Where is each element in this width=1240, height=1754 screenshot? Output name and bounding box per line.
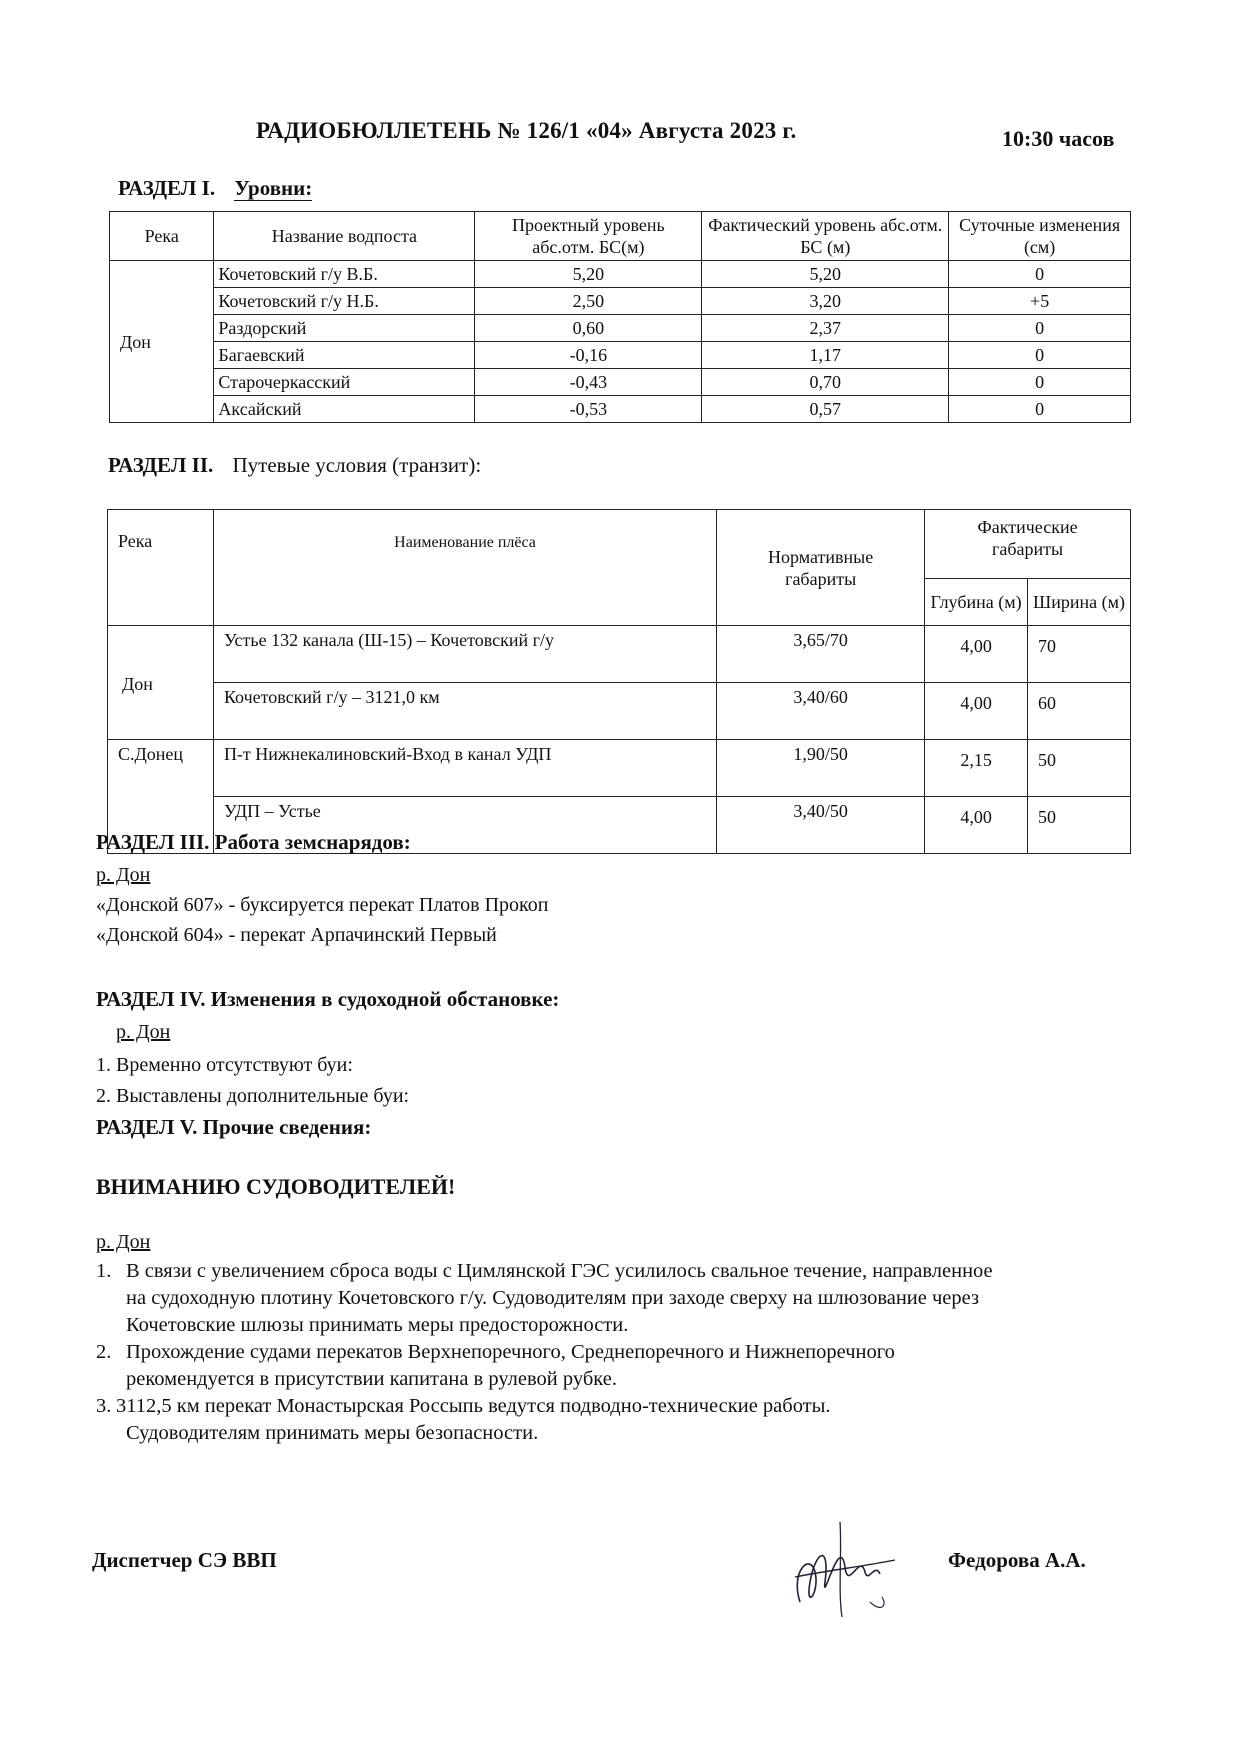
post-cell: Старочеркасский: [214, 369, 475, 396]
col-river: Река: [110, 212, 214, 261]
item-number: 1.: [96, 1260, 112, 1282]
transit-table: [107, 509, 1131, 854]
section1-title: Уровни:: [234, 176, 313, 200]
item-line: на судоходную плотину Кочетовского г/у. Судоводителям при заходе сверху на шлюзование через: [126, 1287, 980, 1309]
section4-river: р. Дон: [116, 1021, 171, 1043]
section1-number: РАЗДЕЛ I.: [118, 176, 216, 200]
buoy-line: 2. Выставлены дополнительные буи:: [96, 1085, 410, 1107]
table-row: [110, 288, 1131, 315]
list-item: [96, 1393, 1206, 1447]
change-cell: 0: [949, 261, 1131, 288]
design-cell: 5,20: [475, 261, 702, 288]
design-cell: -0,16: [475, 342, 702, 369]
col-river: Река: [108, 510, 214, 626]
river-cell: Дон: [108, 626, 214, 740]
table-row: [110, 342, 1131, 369]
table-row: [110, 396, 1131, 423]
table-row: [110, 261, 1131, 288]
attention-list: [96, 1258, 1206, 1447]
width-cell: 50: [1028, 740, 1131, 797]
item-line: Кочетовские шлюзы принимать меры предосторожности.: [126, 1314, 629, 1336]
actual-cell: 1,17: [702, 342, 949, 369]
col-actual: Фактические габариты: [925, 510, 1131, 579]
post-cell: Кочетовский г/у В.Б.: [214, 261, 475, 288]
normative-cell: 3,65/70: [717, 626, 925, 683]
item-line: Прохождение судами перекатов Верхнепоречного, Среднепоречного и Нижнепоречного: [126, 1341, 895, 1363]
attention-river: р. Дон: [96, 1231, 151, 1253]
stretch-cell: Кочетовский г/у – 3121,0 км: [213, 683, 716, 740]
change-cell: 0: [949, 342, 1131, 369]
section5-heading: РАЗДЕЛ V. Прочие сведения:: [96, 1115, 372, 1139]
post-cell: Аксайский: [214, 396, 475, 423]
stretch-cell: Устье 132 канала (Ш-15) – Кочетовский г/у: [213, 626, 716, 683]
col-design-level: Проектный уровень абс.отм. БС(м): [475, 212, 702, 261]
width-cell: 70: [1028, 626, 1131, 683]
river-cell: С.Донец: [108, 740, 214, 854]
col-depth: Глубина (м): [925, 579, 1028, 626]
change-cell: 0: [949, 315, 1131, 342]
stretch-cell: П-т Нижнекалиновский-Вход в канал УДП: [213, 740, 716, 797]
normative-cell: 3,40/60: [717, 683, 925, 740]
col-daily-change: Суточные изменения (см): [949, 212, 1131, 261]
table-row: [108, 683, 1131, 740]
section4-heading: РАЗДЕЛ IV. Изменения в судоходной обстановке:: [96, 987, 560, 1011]
bulletin-title: РАДИОБЮЛЛЕТЕНЬ № 126/1 «04» Августа 2023 г.: [256, 118, 797, 143]
levels-table: [109, 211, 1131, 423]
dredger-line: «Донской 604» - перекат Арпачинский Первый: [96, 924, 497, 946]
depth-cell: 4,00: [925, 797, 1028, 854]
depth-cell: 4,00: [925, 626, 1028, 683]
width-cell: 60: [1028, 683, 1131, 740]
post-cell: Раздорский: [214, 315, 475, 342]
actual-cell: 5,20: [702, 261, 949, 288]
col-post: Название водпоста: [214, 212, 475, 261]
design-cell: 2,50: [475, 288, 702, 315]
post-cell: Кочетовский г/у Н.Б.: [214, 288, 475, 315]
design-cell: -0,43: [475, 369, 702, 396]
col-width: Ширина (м): [1028, 579, 1131, 626]
col-stretch-name: Наименование плёса: [213, 510, 716, 626]
item-line: В связи с увеличением сброса воды с Цимлянской ГЭС усилилось свальное течение, направленное: [126, 1260, 993, 1282]
col-normative: Нормативные габариты: [717, 510, 925, 626]
design-cell: -0,53: [475, 396, 702, 423]
actual-cell: 0,57: [702, 396, 949, 423]
list-item: [96, 1339, 1206, 1393]
stretch-cell: УДП – Устье: [213, 797, 716, 854]
post-cell: Багаевский: [214, 342, 475, 369]
buoy-line: 1. Временно отсутствуют буи:: [96, 1054, 353, 1076]
depth-cell: 2,15: [925, 740, 1028, 797]
list-item: [96, 1258, 1206, 1339]
normative-cell: 1,90/50: [717, 740, 925, 797]
section2-number: РАЗДЕЛ II.: [108, 453, 214, 477]
bulletin-time: 10:30 часов: [1002, 126, 1115, 151]
design-cell: 0,60: [475, 315, 702, 342]
item-number: 2.: [96, 1341, 112, 1363]
dredger-line: «Донской 607» - буксируется перекат Платов Прокоп: [96, 894, 549, 916]
actual-cell: 2,37: [702, 315, 949, 342]
item-line: Судоводителям принимать меры безопасности.: [126, 1422, 539, 1444]
item-line: рекомендуется в присутствии капитана в рулевой рубке.: [126, 1368, 617, 1390]
item-line: 3112,5 км перекат Монастырская Россыпь ведутся подводно-технические работы.: [116, 1395, 831, 1417]
section3-river: р. Дон: [96, 864, 151, 886]
actual-cell: 0,70: [702, 369, 949, 396]
table-row: [108, 626, 1131, 683]
change-cell: 0: [949, 396, 1131, 423]
item-number: 3.: [96, 1395, 112, 1417]
levels-table-header: [110, 212, 1131, 261]
dispatcher-title: Диспетчер СЭ ВВП: [92, 1548, 277, 1572]
actual-cell: 3,20: [702, 288, 949, 315]
table-row: [110, 369, 1131, 396]
dispatcher-name: Федорова А.А.: [948, 1548, 1086, 1572]
col-actual-level: Фактический уровень абс.отм. БС (м): [702, 212, 949, 261]
table-row: [108, 740, 1131, 797]
river-cell: Дон: [110, 261, 214, 423]
transit-table-header: [108, 510, 1131, 579]
table-row: [110, 315, 1131, 342]
change-cell: 0: [949, 369, 1131, 396]
attention-heading: ВНИМАНИЮ СУДОВОДИТЕЛЕЙ!: [96, 1174, 456, 1199]
section2-title: Путевые условия (транзит):: [232, 453, 482, 477]
depth-cell: 4,00: [925, 683, 1028, 740]
section2-heading: [108, 453, 481, 478]
change-cell: +5: [949, 288, 1131, 315]
section1-heading: [118, 176, 312, 201]
width-cell: 50: [1028, 797, 1131, 854]
normative-cell: 3,40/50: [717, 797, 925, 854]
signature-icon: [770, 1512, 910, 1632]
section3-heading: РАЗДЕЛ III. Работа земснарядов:: [96, 830, 411, 854]
